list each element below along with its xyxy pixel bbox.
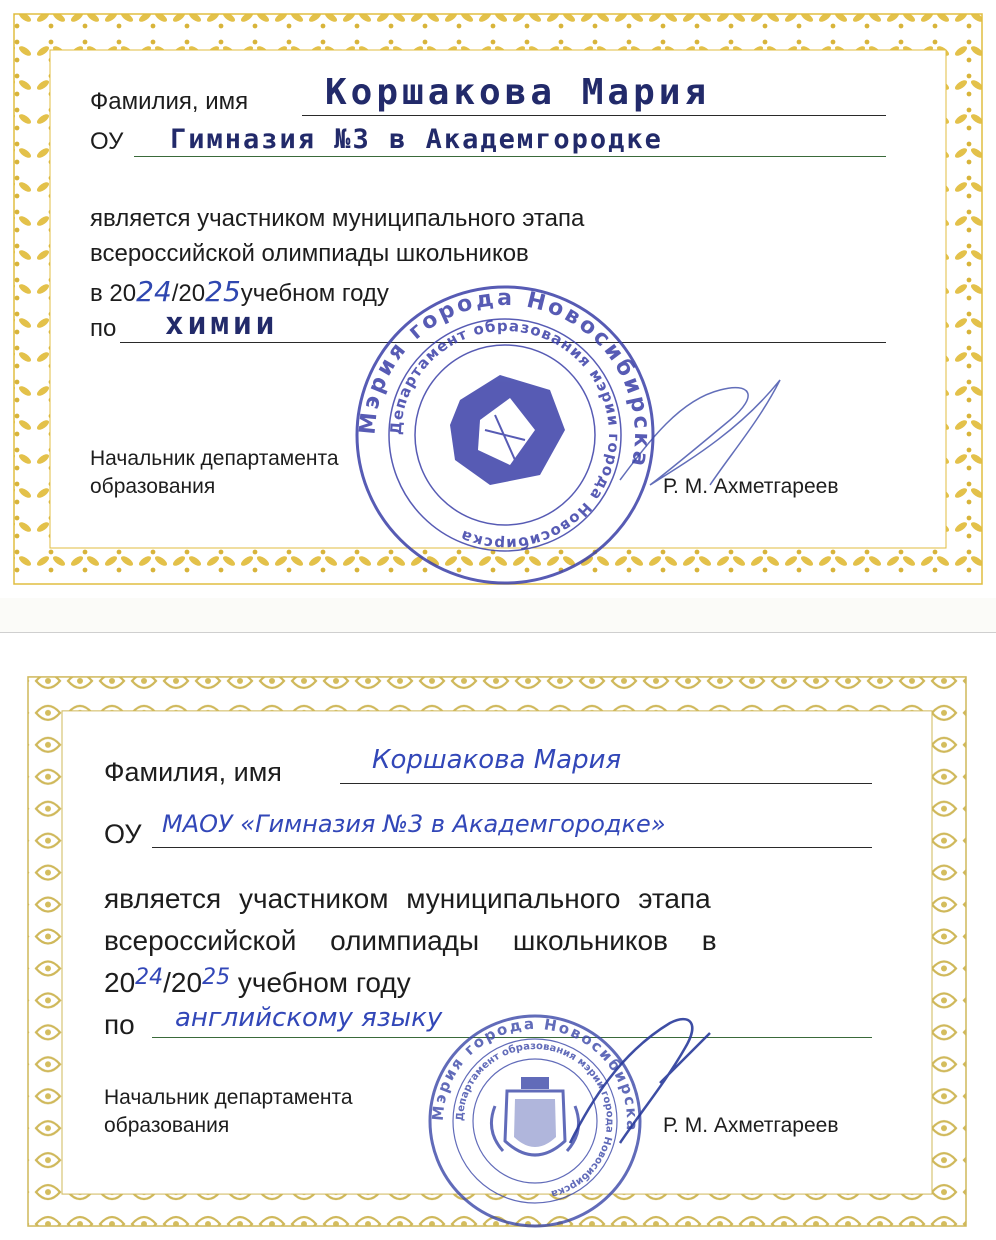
name-underline [340, 783, 872, 784]
signature [610, 360, 800, 500]
head-name: Р. М. Ахметгареев [663, 475, 839, 498]
year-start-handwritten: 24 [135, 965, 164, 990]
year-start-handwritten: 24 [136, 275, 172, 308]
coat-of-arms-icon [450, 375, 565, 485]
name-label: Фамилия, имя [104, 757, 282, 787]
school-handwritten: МАОУ «Гимназия №3 в Академгородке» [162, 810, 666, 838]
subject-handwritten: английскому языку [175, 1003, 443, 1033]
stamp-outer-text: Мэрия города Новосибирска [355, 285, 655, 472]
year-mid: /20 [171, 280, 206, 307]
year-end-handwritten: 25 [205, 275, 241, 308]
head-title-2: образования [104, 1114, 230, 1137]
year-row [90, 275, 389, 308]
name-underline [302, 115, 886, 116]
name-handwritten: Коршакова Мария [325, 72, 711, 113]
year-suffix: учебном году [237, 967, 411, 998]
school-underline [134, 156, 886, 157]
subject-label: по [90, 315, 117, 342]
stamp-inner-text: Департамент образования мэрии города Новосибирска [386, 316, 624, 554]
text-line-2: всероссийской олимпиады школьников [90, 240, 529, 267]
certificate-card-english [0, 632, 996, 1240]
head-title-2: образования [90, 475, 216, 498]
text-line-1: является участником муниципального этапа [90, 205, 585, 232]
year-mid: /20 [163, 967, 203, 998]
year-prefix: в 20 [90, 280, 137, 307]
name-handwritten: Коршакова Мария [372, 745, 622, 775]
school-handwritten: Гимназия №3 в Академгородке [170, 124, 663, 155]
school-underline [152, 847, 872, 848]
year-end-handwritten: 25 [202, 965, 231, 990]
text-line-2: всероссийской олимпиады школьников в [104, 925, 717, 956]
name-label: Фамилия, имя [90, 88, 249, 115]
certificate-card-chemistry [0, 0, 996, 598]
school-label: ОУ [104, 819, 142, 849]
stamp-inner-text: Департамент образования мэрии города Новосибирска [454, 1040, 616, 1200]
year-prefix: 20 [104, 967, 136, 998]
stamp-outer-text: Мэрия города Новосибирска [428, 1014, 642, 1133]
head-title-1: Начальник департамента [90, 447, 339, 470]
head-title-1: Начальник департамента [104, 1086, 353, 1109]
signature [560, 1003, 720, 1153]
subject-handwritten: химии [165, 306, 279, 342]
text-line-1: является участником муниципального этапа [104, 883, 711, 914]
subject-label: по [104, 1009, 135, 1040]
school-label: ОУ [90, 128, 124, 155]
year-row [104, 967, 411, 999]
year-suffix: учебном году [240, 280, 389, 307]
head-name: Р. М. Ахметгареев [663, 1114, 839, 1137]
